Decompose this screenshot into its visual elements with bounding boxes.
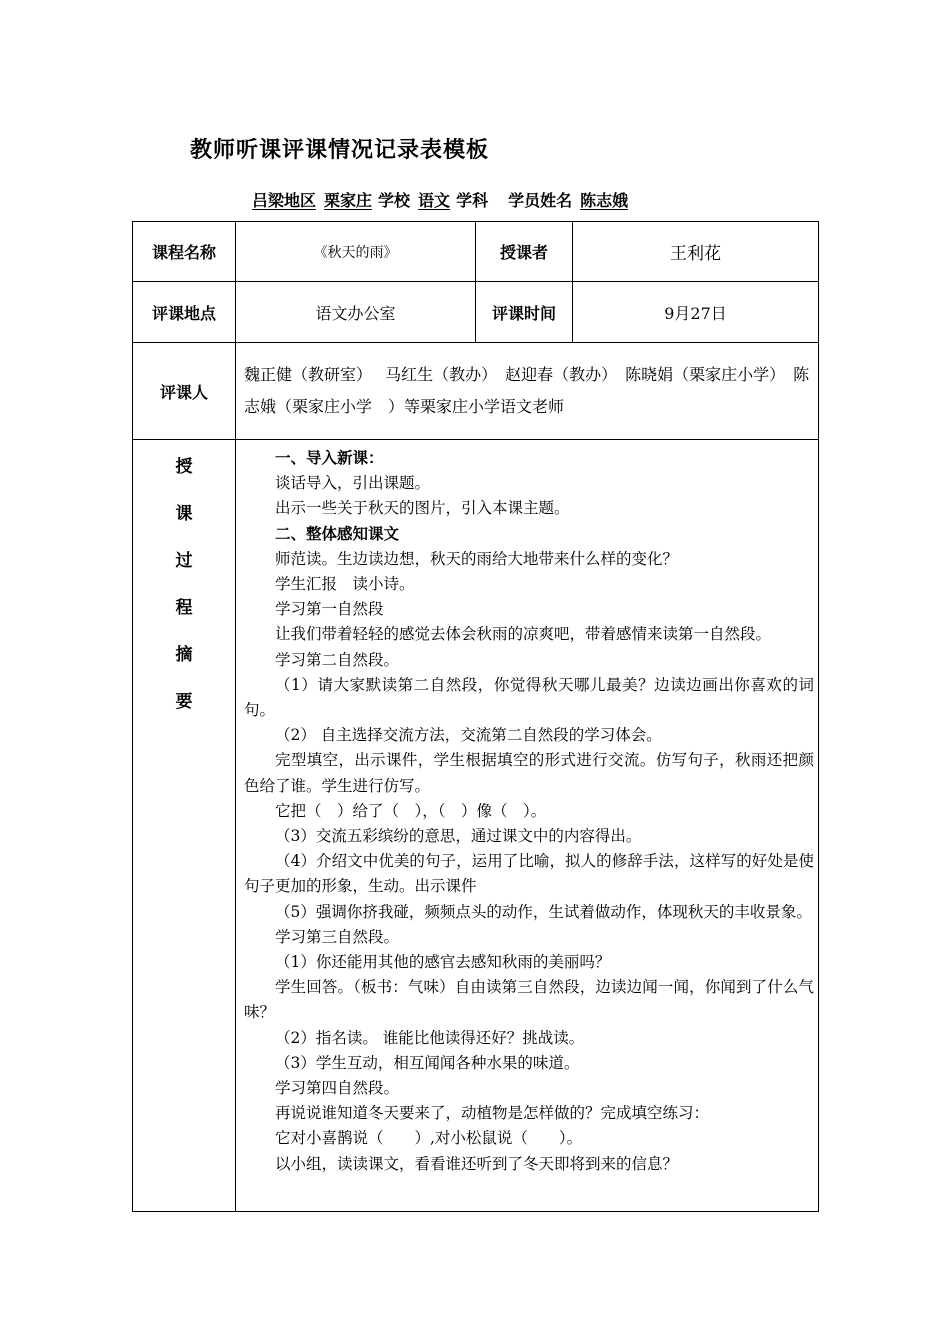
summary-label-char: 摘 [175,645,193,665]
region-value: 吕梁地区 [252,191,317,210]
summary-paragraph: 师范读。生边读边想，秋天的雨给大地带来什么样的变化？ [275,549,679,568]
summary-paragraph: 学习第四自然段。 [275,1079,400,1098]
course-name-label: 课程名称 [133,222,236,282]
course-name-value: 《秋天的雨》 [236,222,476,282]
reviewers-value: 魏正健（教研室） 马红生（教办） 赵迎春（教办） 陈晓娟（栗家庄小学） 陈志娥（栗家庄小学 ）等栗家庄小学语文老师 [236,343,819,440]
summary-paragraph: 完型填空，出示课件，学生根据填空的形式进行交流。仿写句子，秋雨还把颜色给了谁。学生进行仿写。 [244,751,814,795]
summary-content [236,440,819,1212]
summary-paragraph: 学生回答。（板书：气味）自由读第三自然段，边读边闻一闻，你闻到了什么气味？ [244,978,814,1022]
summary-paragraph: 二、整体感知课文 [275,524,400,543]
summary-paragraph: （3）交流五彩缤纷的意思，通过课文中的内容得出。 [275,827,642,846]
reviewers-label: 评课人 [133,343,236,440]
document-title: 教师听课评课情况记录表模板 [190,138,490,163]
summary-paragraph: 它把（ ）给了（ ），（ ）像（ ）。 [275,801,547,820]
summary-label-char: 要 [175,692,193,712]
summary-paragraph: 以小组，读读课文，看看谁还听到了冬天即将到来的信息？ [275,1154,679,1173]
school-value: 栗家庄 [324,191,373,210]
summary-paragraph: （1）请大家默读第二自然段，你觉得秋天哪儿最美？边读边画出你喜欢的词句。 [244,675,814,720]
summary-paragraph: （5）强调你挤我碰，频频点头的动作，生试着做动作，体现秋天的丰收景象。 [275,902,812,921]
location-label: 评课地点 [133,282,236,343]
summary-paragraph: 谈话导入，引出课题。 [275,474,431,493]
summary-paragraph: （4）介绍文中优美的句子，运用了比喻，拟人的修辞手法，这样写的好处是使句子更加的形象，生动。出示课件 [244,852,814,896]
summary-paragraph: （2）指名读。 谁能比他读得还好？挑战读。 [275,1028,585,1047]
summary-paragraph: 它对小喜鹊说（ ）,对小松鼠说（ ）。 [275,1129,583,1148]
location-row [133,282,819,343]
record-table [132,221,819,1212]
summary-paragraph: 出示一些关于秋天的图片，引入本课主题。 [275,499,570,518]
summary-paragraph: 再说说谁知道冬天要来了，动植物是怎样做的？完成填空练习： [275,1104,710,1123]
summary-paragraph: 学习第一自然段 [275,600,384,619]
summary-label-char: 程 [175,598,193,618]
summary-paragraph: 让我们带着轻轻的感觉去体会秋雨的凉爽吧，带着感情来读第一自然段。 [275,625,772,644]
course-row [133,222,819,282]
summary-paragraph: 学生汇报 读小诗。 [275,575,415,594]
summary-label-char: 授 [175,457,193,477]
summary-paragraph: （2） 自主选择交流方法，交流第二自然段的学习体会。 [275,726,662,745]
subject-value: 语文 [418,191,451,210]
summary-paragraph: 学习第三自然段。 [275,927,400,946]
summary-label [133,440,236,1212]
subject-label: 学科 [456,191,489,210]
record-header-line [252,188,628,211]
teacher-label: 授课者 [476,222,573,282]
summary-paragraph: （1）你还能用其他的感官去感知秋雨的美丽吗？ [275,953,611,972]
summary-row [133,440,819,1212]
time-label: 评课时间 [476,282,573,343]
summary-paragraph: （3）学生互动，相互闻闻各种水果的味道。 [275,1053,580,1072]
student-label: 学员姓名 [508,191,573,210]
summary-paragraph: 学习第二自然段。 [275,650,400,669]
student-name: 陈志娥 [580,191,629,210]
teacher-value: 王利花 [573,222,819,282]
location-value: 语文办公室 [236,282,476,343]
reviewers-row [133,343,819,440]
summary-label-char: 过 [175,551,193,571]
summary-paragraph: 一、导入新课： [275,449,384,467]
school-label: 学校 [378,191,411,210]
summary-label-char: 课 [175,504,193,524]
time-value: 9月27日 [573,282,819,343]
